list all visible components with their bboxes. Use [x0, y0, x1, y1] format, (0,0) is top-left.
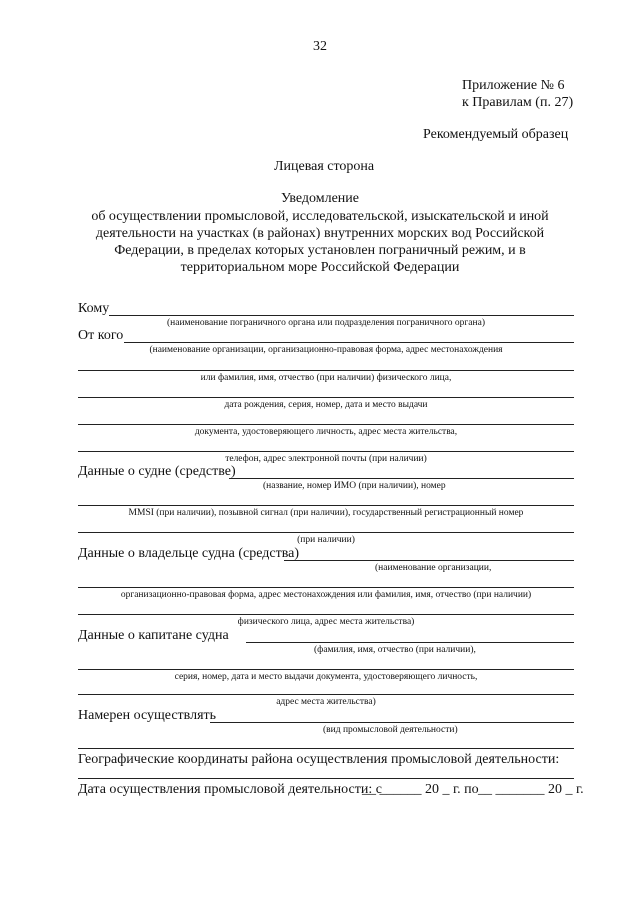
- owner-hint-1: (наименование организации,: [375, 563, 492, 573]
- owner-field-3[interactable]: [78, 614, 574, 615]
- date-to-field[interactable]: __ _______ 20 _ г.: [478, 782, 584, 797]
- appendix-reference: к Правилам (п. 27): [462, 95, 574, 110]
- title-line-3: деятельности на участках (в районах) внутренних морских вод Российской: [95, 226, 545, 241]
- title-line-2: об осуществлении промысловой, исследовательской, изыскательской и иной: [91, 209, 549, 224]
- vessel-hint-2: MMSI (при наличии), позывной сигнал (при наличии), государственный регистрационный номер: [128, 508, 524, 518]
- from-hint-5: телефон, адрес электронной почты (при наличии): [225, 454, 427, 464]
- vessel-hint-1: (название, номер ИМО (при наличии), номер: [263, 481, 446, 491]
- intend-field[interactable]: [210, 722, 574, 723]
- coords-label: Географические координаты района осуществления промысловой деятельности:: [78, 752, 560, 767]
- from-field-5[interactable]: [78, 451, 574, 452]
- side-label: Лицевая сторона: [274, 159, 375, 174]
- to-label: Кому: [78, 301, 110, 316]
- from-hint-4: документа, удостоверяющего личность, адрес места жительства,: [194, 427, 458, 437]
- from-field-3[interactable]: [78, 397, 574, 398]
- captain-hint-1: (фамилия, имя, отчество (при наличии),: [314, 645, 476, 655]
- from-label: От кого: [78, 328, 124, 343]
- title-line-4: Федерации, в пределах которых установлен пограничный режим, и в: [114, 243, 526, 258]
- intend-hint: (вид промысловой деятельности): [323, 725, 458, 735]
- owner-label: Данные о владельце судна (средства): [78, 546, 300, 561]
- vessel-field-2[interactable]: [78, 505, 574, 506]
- captain-hint-3: адрес места жительства): [276, 697, 376, 707]
- from-field-1[interactable]: [124, 342, 574, 343]
- from-hint-1: (наименование организации, организационно-правовая форма, адрес местонахождения: [149, 345, 503, 355]
- captain-label: Данные о капитане судна: [78, 628, 229, 643]
- to-hint: (наименование пограничного органа или подразделения пограничного органа): [167, 318, 485, 328]
- recommended-sample: Рекомендуемый образец: [423, 127, 569, 142]
- vessel-hint-3: (при наличии): [297, 535, 355, 545]
- page-number: 32: [313, 39, 327, 54]
- coords-field[interactable]: [78, 778, 574, 779]
- from-field-2[interactable]: [78, 370, 574, 371]
- appendix-number: Приложение № 6: [462, 78, 565, 93]
- date-from-field[interactable]: __ ______ 20 _ г. по: [362, 782, 479, 797]
- owner-hint-2: организационно-правовая форма, адрес местонахождения или фамилия, имя, отчество (при наличии): [120, 590, 532, 600]
- vessel-field-3[interactable]: [78, 532, 574, 533]
- vessel-label: Данные о судне (средстве): [78, 464, 236, 479]
- owner-field-1[interactable]: [284, 560, 574, 561]
- from-hint-2: или фамилия, имя, отчество (при наличии) физического лица,: [200, 373, 452, 383]
- captain-hint-2: серия, номер, дата и место выдачи документа, удостоверяющего личность,: [174, 672, 478, 682]
- vessel-field-1[interactable]: [229, 478, 574, 479]
- to-field[interactable]: [109, 315, 574, 316]
- from-field-4[interactable]: [78, 424, 574, 425]
- document-title: Уведомление: [280, 191, 359, 206]
- date-label: Дата осуществления промысловой деятельности: с: [78, 782, 382, 797]
- captain-field-1[interactable]: [246, 642, 574, 643]
- intend-field-2[interactable]: [78, 748, 574, 749]
- intend-label: Намерен осуществлять: [78, 708, 217, 723]
- from-hint-3: дата рождения, серия, номер, дата и место выдачи: [224, 400, 428, 410]
- captain-field-3[interactable]: [78, 694, 574, 695]
- owner-field-2[interactable]: [78, 587, 574, 588]
- owner-hint-3: физического лица, адрес места жительства): [237, 617, 415, 627]
- title-line-5: территориальном море Российской Федерации: [180, 260, 460, 275]
- captain-field-2[interactable]: [78, 669, 574, 670]
